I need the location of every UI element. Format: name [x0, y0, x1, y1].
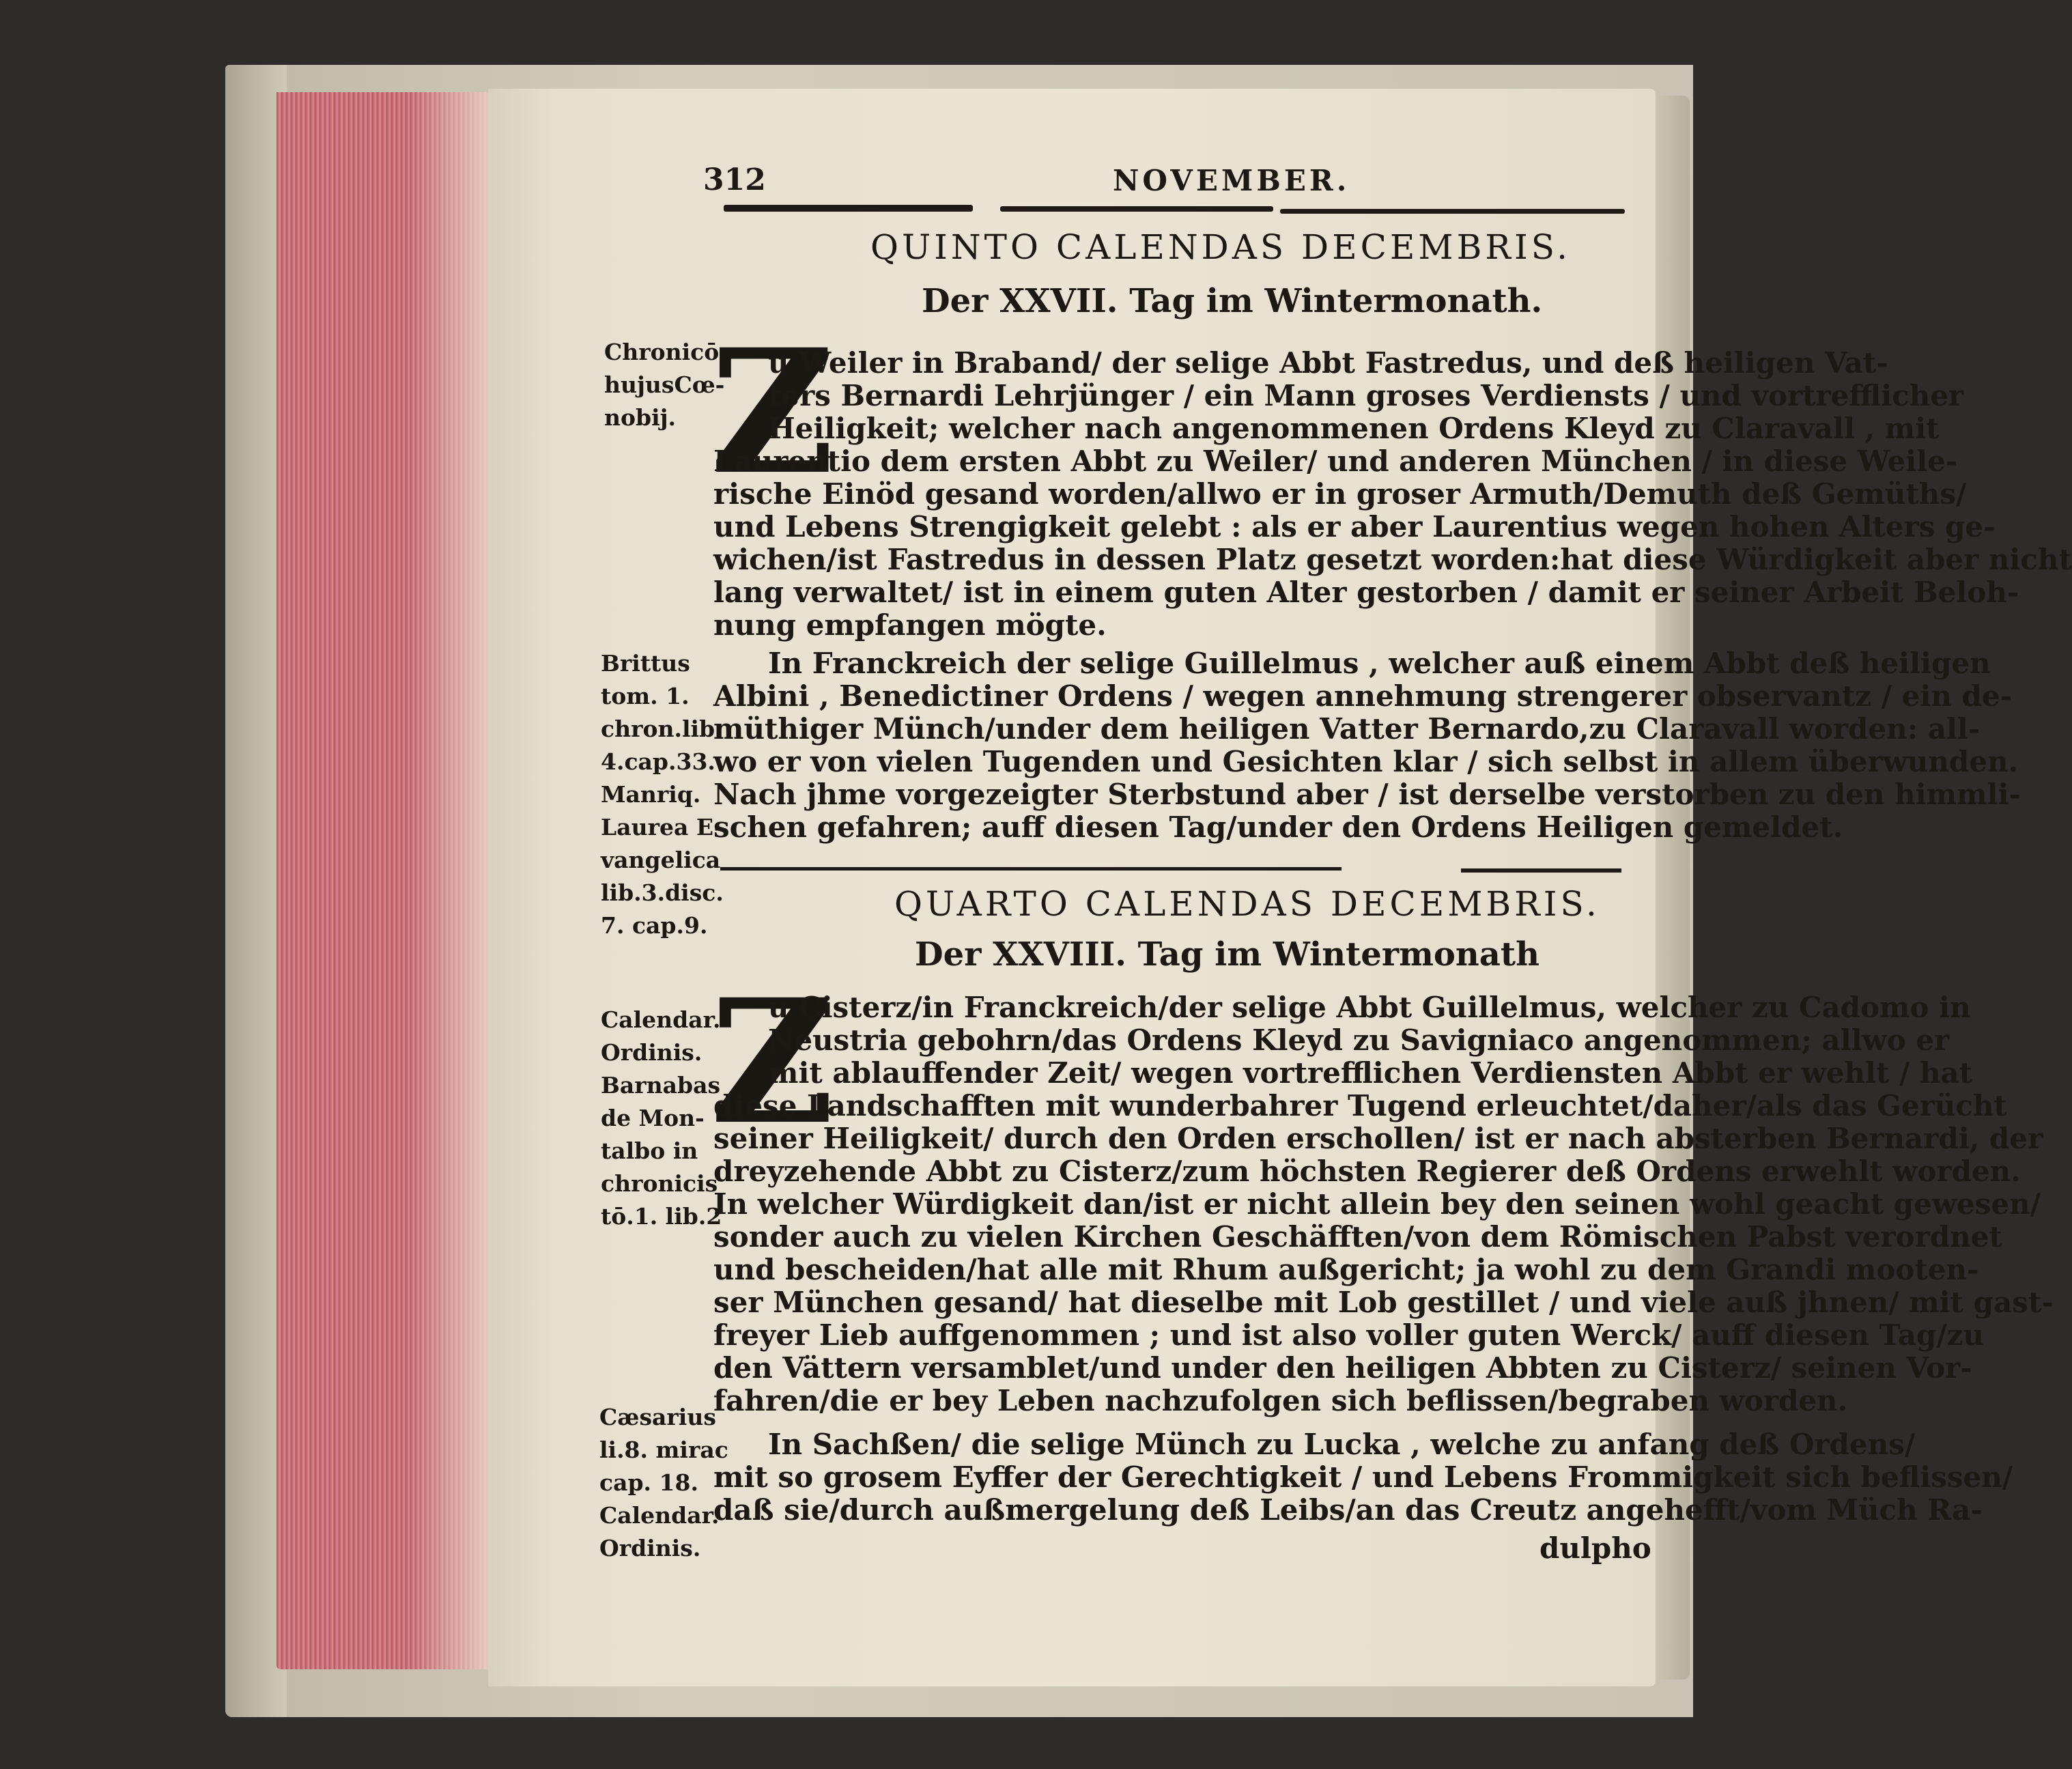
text-line: Neustria gebohrn/das Ordens Kleyd zu Savigniaco angenommen; allwo er: [768, 1023, 1950, 1057]
text-line: Heiligkeit; welcher nach angenommenen Ordens Kleyd zu Claravall , mit: [768, 412, 1940, 445]
margin-line: Brittus: [601, 650, 690, 677]
section-heading-quarto: QUARTO CALENDAS DECEMBRIS.: [894, 884, 1600, 924]
header-rule-middle: [1000, 206, 1273, 212]
text-line: fahren/die er bey Leben nachzufolgen sich beflissen/begraben worden.: [713, 1384, 1848, 1417]
text-line: und Lebens Strengigkeit gelebt : als er aber Laurentius wegen hohen Alters ge-: [713, 510, 1996, 543]
margin-line: de Mon-: [601, 1105, 705, 1131]
margin-line: vangelica: [601, 847, 721, 873]
drop-initial-z: Z: [710, 311, 835, 512]
day-heading-xxvii: Der XXVII. Tag im Wintermonath.: [922, 282, 1543, 320]
text-line: dreyzehende Abbt zu Cisterz/zum höchsten Regierer deß Ordens erwehlt worden.: [713, 1155, 2021, 1188]
header-rule-left: [724, 205, 973, 212]
text-line: rische Einöd gesand worden/allwo er in groser Armuth/Demuth deß Gemüths/: [713, 477, 1967, 511]
text-line: sonder auch zu vielen Kirchen Geschäfften/von dem Römischen Pabst verordnet: [713, 1220, 2002, 1254]
text-line: ters Bernardi Lehrjünger / ein Mann groses Verdiensts / und vortrefflicher: [768, 379, 1964, 412]
text-line: seiner Heiligkeit/ durch den Orden erschollen/ ist er nach absterben Bernardi, der: [713, 1122, 2043, 1155]
section1-body: [713, 347, 2072, 642]
text-line: lang verwaltet/ ist in einem guten Alter gestorben / damit er seiner Arbeit Beloh-: [713, 576, 2019, 609]
margin-line: li.8. mirac: [599, 1437, 728, 1463]
text-line: wo er von vielen Tugenden und Gesichten klar / sich selbst in allem überwunden.: [713, 745, 2019, 778]
margin-line: Laurea E-: [601, 814, 724, 840]
text-line: u Cisterz/in Franckreich/der selige Abbt Guillelmus, welcher zu Cadomo in: [768, 991, 1971, 1024]
margin-note-caesarius: [599, 1401, 728, 1565]
text-line: freyer Lieb auffgenommen ; und ist also voller guten Werck/ auff diesen Tag/zu: [713, 1318, 1985, 1352]
margin-line: hujusCœ-: [604, 371, 725, 398]
running-head-month: NOVEMBER.: [1113, 164, 1350, 197]
text-line: Laurentio dem ersten Abbt zu Weiler/ und anderen München / in diese Weile-: [713, 444, 1958, 478]
text-line: Nach jhme vorgezeigter Sterbstund aber / ist derselbe verstorben zu den himmli-: [713, 778, 2021, 811]
text-line: In welcher Würdigkeit dan/ist er nicht allein bey den seinen wohl geacht gewesen/: [713, 1187, 2041, 1221]
text-line: schen gefahren; auff diesen Tag/under den Ordens Heiligen gemeldet.: [713, 810, 1843, 844]
margin-line: Cæsarius: [599, 1404, 716, 1430]
margin-line: Ordinis.: [599, 1535, 701, 1561]
margin-line: Ordinis.: [601, 1039, 703, 1066]
margin-line: tō.1. lib.2: [601, 1203, 722, 1230]
margin-note-calendar: [601, 1004, 722, 1233]
margin-line: Manriq.: [601, 781, 701, 808]
margin-note-chronico: [604, 336, 724, 434]
page-number: 312: [703, 162, 766, 197]
section2-body: [713, 991, 2054, 1417]
text-line: u Weiler in Braband/ der selige Abbt Fastredus, und deß heiligen Vat-: [768, 346, 1888, 380]
text-line: ser München gesand/ hat dieselbe mit Lob gestillet / und viele auß jhnen/ mit gast-: [713, 1286, 2054, 1319]
catchword: dulpho: [1539, 1531, 1651, 1565]
margin-line: Calendar.: [601, 1006, 721, 1033]
margin-line: chronicis: [601, 1170, 718, 1197]
margin-line: cap. 18.: [599, 1469, 698, 1496]
section-divider-right: [1461, 868, 1621, 873]
text-line: nung empfangen mögte.: [713, 608, 1107, 642]
text-line: den Vättern versamblet/und under den heiligen Abbten zu Cisterz/ seinen Vor-: [713, 1351, 1972, 1385]
page-edges-fade: [410, 92, 489, 1669]
drop-initial-z: Z: [710, 961, 835, 1162]
text-line: müthiger Münch/under dem heiligen Vatter Bernardo,zu Claravall worden: all-: [713, 712, 1981, 746]
margin-line: lib.3.disc.: [601, 879, 724, 906]
day-heading-xxviii: Der XXVIII. Tag im Wintermonath: [915, 935, 1539, 974]
text-line: mit ablauffender Zeit/ wegen vortrefflichen Verdiensten Abbt er wehlt / hat: [768, 1056, 1973, 1090]
section-heading-quinto: QUINTO CALENDAS DECEMBRIS.: [870, 227, 1572, 267]
margin-line: nobij.: [604, 404, 677, 431]
text-line: diese Landschafften mit wunderbahrer Tugend erleuchtet/daher/als das Gerücht: [713, 1089, 2007, 1122]
margin-line: 4.cap.33.: [601, 748, 715, 775]
margin-note-brittus: [601, 647, 724, 942]
text-line: und bescheiden/hat alle mit Rhum außgericht; ja wohl zu dem Grandi mooten-: [713, 1253, 1979, 1286]
text-line: In Sachßen/ die selige Münch zu Lucka , welche zu anfang deß Ordens/: [768, 1428, 1916, 1461]
margin-line: 7. cap.9.: [601, 912, 708, 939]
margin-line: Chronicō: [604, 339, 720, 365]
text-line: mit so grosem Eyffer der Gerechtigkeit / und Lebens Frommigkeit sich beflissen/: [713, 1460, 2013, 1494]
section2b-body: [713, 1428, 2013, 1527]
text-line: wichen/ist Fastredus in dessen Platz gesetzt worden:hat diese Würdigkeit aber nicht: [713, 543, 2072, 576]
margin-line: chron.lib.: [601, 716, 723, 742]
header-rule-right: [1280, 209, 1625, 214]
section-divider-left: [720, 867, 1342, 871]
margin-line: talbo in: [601, 1137, 698, 1164]
text-line: Albini , Benedictiner Ordens / wegen annehmung strengerer observantz / ein de-: [713, 679, 2013, 713]
text-line: daß sie/durch außmergelung deß Leibs/an das Creutz angehefft/vom Müch Ra-: [713, 1493, 1983, 1527]
margin-line: Barnabas: [601, 1072, 721, 1099]
margin-line: Calendar.: [599, 1502, 720, 1529]
margin-line: tom. 1.: [601, 683, 690, 709]
text-line: In Franckreich der selige Guillelmus , welcher auß einem Abbt deß heiligen: [768, 647, 1991, 680]
section1b-body: [713, 647, 2021, 844]
